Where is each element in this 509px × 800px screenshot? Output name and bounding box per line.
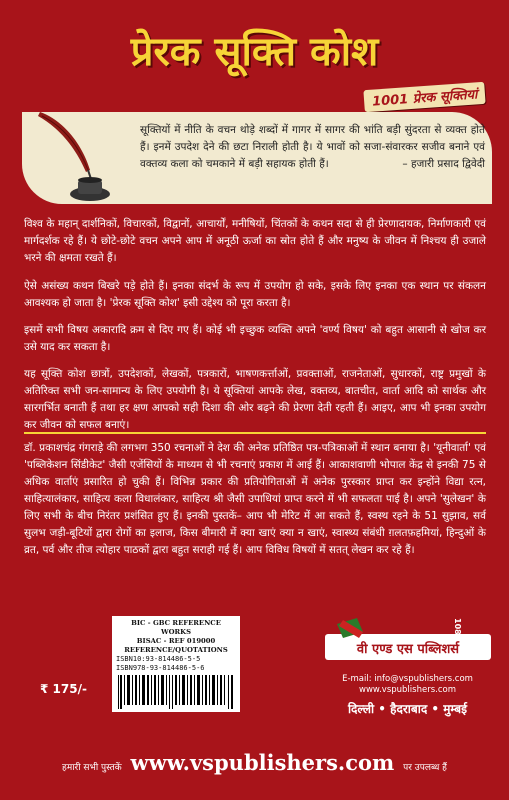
publisher-block xyxy=(320,618,495,717)
quill-inkpot-icon xyxy=(28,108,118,208)
bic-code: BIC - GBC REFERENCE WORKS xyxy=(131,619,221,636)
book-title: प्रेरक सूक्ति कोश xyxy=(130,29,379,75)
paragraph-compilation: ऐसे असंख्य कथन बिखरे पड़े होते हैं। इनका संदर्भ के रूप में उपयोग हो सके, इसके लिए इनका एक स्थान पर संकलन आवश्यक हो जाता है। 'प्रेरक सूक्ति कोश' इसी उद्देश्य को पूरा करता है। xyxy=(24,280,486,309)
footer-prefix: हमारी सभी पुस्तकें xyxy=(62,763,122,773)
paragraph-audience: यह सूक्ति कोश छात्रों, उपदेशकों, लेखकों, पत्रकारों, भाषणकर्त्ताओं, प्रवक्ताओं, राजनेताओं, सुधारकों, राष्ट्र प्रमुखों के अतिरिक्त सभी जन-सामान्य के लिए उपयोगी है। ये सूक्तियां आपके लेख, वक्तव्य, बातचीत, वार्ता आदि को सार्थक और सारगर्भित बनाती हैं तथा हर क्षण आपको सही दिशा की ओर बढ़ने की प्रेरणा देती रहती हैं। आइए, आप भी इनका उपयोग कर जीवन को सफल बनाएं। xyxy=(24,368,486,431)
barcode-icon xyxy=(116,675,236,709)
footer xyxy=(0,750,509,775)
publisher-website[interactable]: www.vspublishers.com xyxy=(359,685,456,695)
subject-category: REFERENCE/QUOTATIONS xyxy=(124,646,228,654)
publisher-cities: दिल्ली • हैदराबाद • मुम्बई xyxy=(347,702,468,716)
footer-suffix: पर उपलब्ध हैं xyxy=(403,763,447,773)
bisac-code: BISAC - REF 019000 xyxy=(136,637,216,645)
isbn13: ISBN978-93-814486-5-6 xyxy=(116,664,205,672)
quote-text xyxy=(140,122,485,173)
book-subtitle-badge: 1001 प्रेरक सूक्तियां xyxy=(363,82,486,112)
paragraph-arrangement: इसमें सभी विषय अकारादि क्रम से दिए गए हैं। कोई भी इच्छुक व्यक्ति अपने 'वर्ण्य विषय' को बहुत आसानी से खोज कर उसे याद कर सकता है। xyxy=(24,324,486,353)
publisher-email[interactable]: E-mail: info@vspublishers.com xyxy=(342,674,473,684)
isbn10: ISBN10:93-814486-5-5 xyxy=(116,655,201,663)
quote-body: सूक्तियों में नीति के वचन थोड़े शब्दों में गागर में सागर की भांति बड़ी सुंदरता से व्यक्त होते हैं। इनमें उपदेश देने की छटा निराली होती है। ये भावों को सजा-संवारकर सजीव बनाने एवं वक्तव्य कला को चमकाने में बड़ी सहायक होती हैं। xyxy=(140,124,485,170)
section-divider xyxy=(24,432,486,434)
footer-url[interactable]: www.vspublishers.com xyxy=(130,750,395,775)
quote-author: – हजारी प्रसाद द्विवेदी xyxy=(402,158,485,170)
price: ₹ 175/- xyxy=(40,682,87,696)
quote-box xyxy=(22,112,492,204)
publisher-logo xyxy=(323,618,493,670)
barcode-panel xyxy=(112,616,240,712)
paragraph-intro: विश्व के महान् दार्शनिकों, विचारकों, विद्वानों, आचार्यों, मनीषियों, चिंतकों के कथन सदा से ही प्रेरणादायक, निर्माणकारी एवं मार्गदर्शक रहे हैं। ये छोटे-छोटे वचन अपने आप में अनूठी ऊर्जा का स्रोत होते हैं और मनुष्य के जीवन में निश्चय ही उजाले भरने की क्षमता रखते हैं। xyxy=(24,218,486,264)
publisher-logo-text: वी एण्ड एस पब्लिशर्स xyxy=(356,642,459,657)
author-bio: डॉ. प्रकाशचंद्र गंगराड़े की लगभग 350 रचनाओं ने देश की अनेक प्रतिष्ठित पत्र-पत्रिकाओं में स्थान बनाया है। 'यूनीवार्ता' एवं 'पब्लिकेशन सिंडीकेट' जैसी एजेंसियों के माध्यम से भी रचनाएं प्रकाश में आई हैं। आकाशवाणी भोपाल केंद्र से इनकी 75 से अधिक वार्ताएं प्रसारित हो चुकी हैं। विभिन्न प्रकार की प्रतियोगिताओं में अनेक पुरस्कार प्राप्त कर इन्होंने विद्या रत्न, साहित्यालंकार, साहित्य कला विधालंकार, साहित्य श्री जैसी उपाधियां प्राप्त करने में भी सफलता पाई है। अपने 'सुलेखन' के लिए सभी के बीच निरंतर प्रशंसित हुए हैं। इनकी पुस्तकें– आप भी मेरिट में आ सकते हैं, स्वस्थ रहने के 51 सुझाव, सर्व सुलभ जड़ी-बूटियों द्वारा रोगों का इलाज, किस बीमारी में क्या खाएं क्या न खाएं, स्वास्थ्य संबंधी ग़लतफ़हमियां, हिन्दुओं के व्रत, पर्व और तीज त्योहार पाठकों द्वारा बहुत सराही गई हैं। आप विविध विषयों में सतत् लेखन कर रहे हैं। xyxy=(24,442,486,556)
